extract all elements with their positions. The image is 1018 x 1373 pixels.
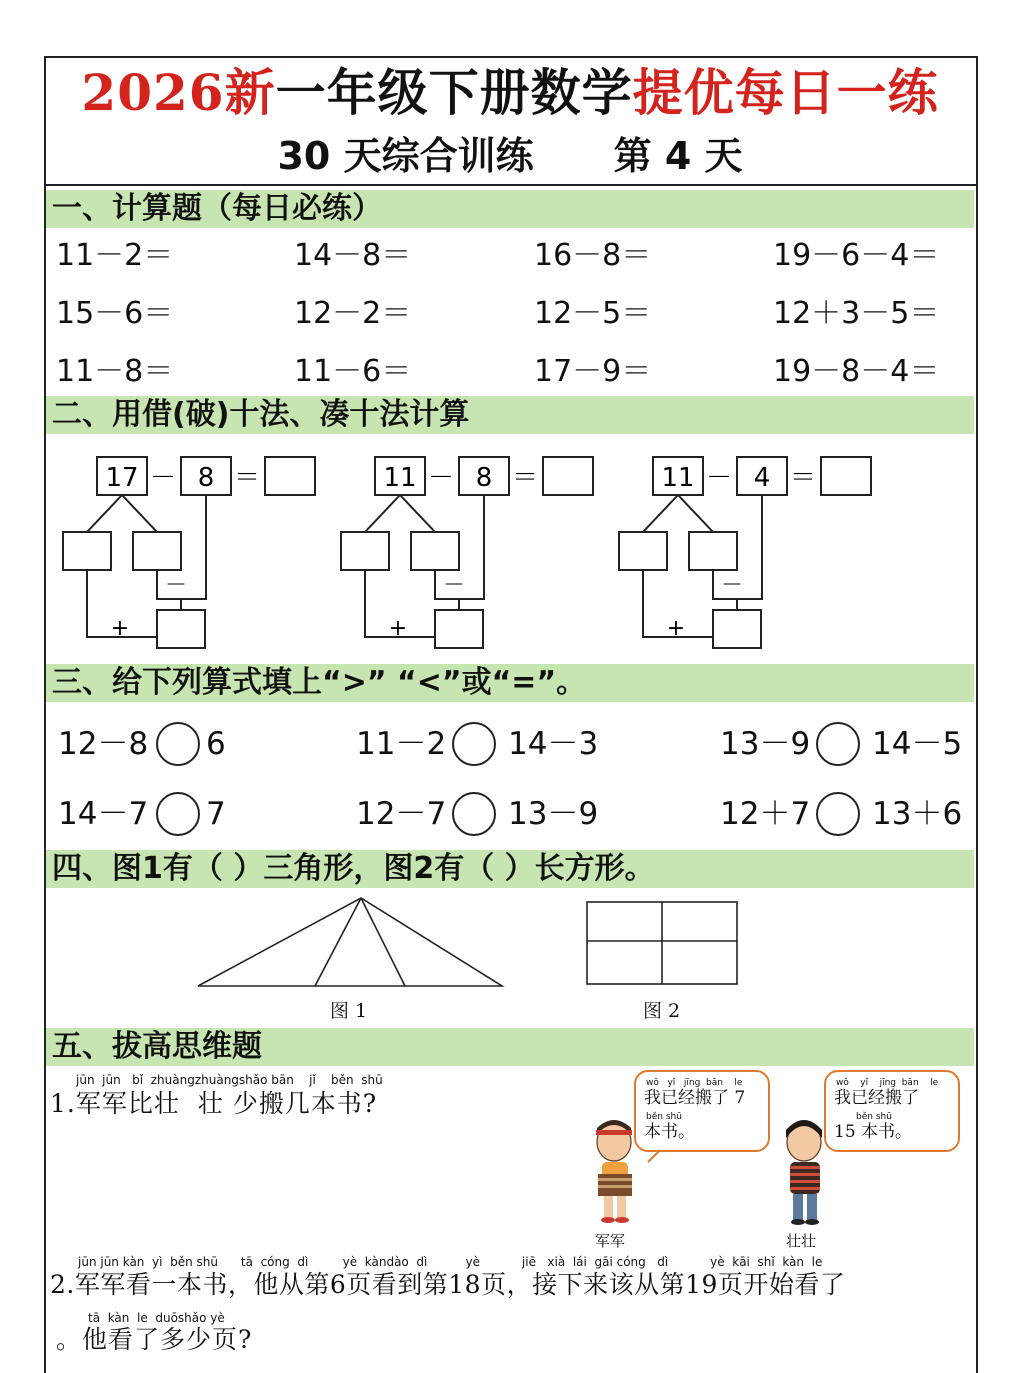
compare-circle[interactable]	[816, 722, 860, 766]
plus-sign: +	[666, 616, 686, 641]
calc-item: 12－5＝	[534, 296, 652, 331]
figure-2-rectangles	[587, 902, 737, 984]
compare-left: 14－7	[58, 796, 149, 832]
bubble-text: 15 本书。	[834, 1122, 913, 1142]
calc-item: 15－6＝	[56, 296, 174, 331]
diagram-op: －	[427, 463, 455, 493]
calc-item: 12＋3－5＝	[773, 296, 940, 331]
q1-pinyin: jūn jūn bǐ zhuàngzhuàngshǎo bān jǐ běn shū	[76, 1073, 383, 1087]
minus-sign: －	[442, 573, 466, 598]
split-box	[63, 532, 111, 570]
decompose-problem-2	[341, 457, 593, 648]
name-junjun: 军军	[595, 1232, 626, 1250]
calc-item: 17－9＝	[534, 354, 652, 389]
diagram-minuend: 17	[105, 463, 139, 493]
diagram-eq: ＝	[511, 463, 539, 493]
section4-heading: 四、图1有（ ）三角形，图2有（ ）长方形。	[52, 851, 655, 886]
compare-right: 13＋6	[872, 796, 963, 832]
compare-circle[interactable]	[452, 792, 496, 836]
result-box	[157, 610, 205, 648]
compare-left: 11－2	[356, 726, 447, 762]
minus-sign: －	[164, 573, 188, 598]
answer-box	[543, 457, 593, 495]
compare-right: 6	[206, 726, 226, 762]
result-box	[435, 610, 483, 648]
compare-left: 12＋7	[720, 796, 811, 832]
calc-item: 11－2＝	[56, 238, 174, 273]
diagram-minuend: 11	[383, 463, 417, 493]
zhuangzhuang-figure	[786, 1120, 822, 1225]
q2-pinyin: jūn jūn kàn yì běn shū tā cóng dì yè kàndào dì yè jiē xià lái gāi cóng dì yè kāi shǐ kàn le	[78, 1255, 823, 1269]
compare-circle[interactable]	[156, 722, 200, 766]
compare-circle[interactable]	[156, 792, 200, 836]
answer-box	[821, 457, 871, 495]
diagram-eq: ＝	[789, 463, 817, 493]
calc-item: 11－6＝	[294, 354, 412, 389]
decompose-problem-3	[619, 457, 871, 648]
bubble-pinyin: běn shū	[646, 1112, 682, 1122]
diagram-op: －	[705, 463, 733, 493]
split-box	[411, 532, 459, 570]
compare-circle[interactable]	[816, 792, 860, 836]
compare-right: 7	[206, 796, 226, 832]
diagram-subtrahend: 8	[197, 463, 215, 493]
section5-heading: 五、拔高思维题	[52, 1029, 262, 1064]
q2-text: 2.军军看一本书，他从第6页看到第18页，接下来该从第19页开始看了	[50, 1270, 846, 1299]
subtitle-day: 第 4 天	[613, 134, 743, 178]
compare-right: 14－5	[872, 726, 963, 762]
name-zhuangzhuang: 壮壮	[786, 1232, 817, 1250]
minus-sign: －	[720, 573, 744, 598]
section2-heading: 二、用借(破)十法、凑十法计算	[52, 397, 470, 432]
diagram-subtrahend: 4	[753, 463, 771, 493]
answer-box	[265, 457, 315, 495]
compare-right: 14－3	[508, 726, 599, 762]
split-box	[341, 532, 389, 570]
geometry-figures	[0, 890, 1018, 1025]
bubble-text: 我已经搬了	[834, 1088, 919, 1108]
calc-item: 11－8＝	[56, 354, 174, 389]
bubble-text: 本书。	[644, 1122, 695, 1142]
junjun-figure	[596, 1120, 660, 1223]
bubble-text: 我已经搬了 7	[644, 1088, 746, 1108]
plus-sign: +	[388, 616, 408, 641]
q2-text-2: 。他看了多少页?	[56, 1325, 253, 1354]
decompose-problem-1	[63, 457, 315, 648]
diagram-minuend: 11	[661, 463, 695, 493]
diagram-op: －	[149, 463, 177, 493]
calc-item: 14－8＝	[294, 238, 412, 273]
calc-item: 19－6－4＝	[773, 238, 940, 273]
compare-circle[interactable]	[452, 722, 496, 766]
split-box	[133, 532, 181, 570]
bubble-pinyin: běn shū	[856, 1112, 892, 1122]
bubble-pinyin: wǒ yǐ jīng bān le	[646, 1078, 743, 1088]
split-box	[619, 532, 667, 570]
diagram-eq: ＝	[233, 463, 261, 493]
speech-bubble-zhuangzhuang	[824, 1070, 960, 1152]
subtitle-left: 30 天综合训练	[277, 134, 534, 178]
calc-item: 16－8＝	[534, 238, 652, 273]
plus-sign: +	[110, 616, 130, 641]
compare-left: 13－9	[720, 726, 811, 762]
compare-right: 13－9	[508, 796, 599, 832]
section1-heading: 一、计算题（每日必练）	[52, 191, 382, 226]
compare-left: 12－8	[58, 726, 149, 762]
split-box	[689, 532, 737, 570]
title-divider	[44, 184, 976, 186]
calc-item: 19－8－4＝	[773, 354, 940, 389]
compare-left: 12－7	[356, 796, 447, 832]
page-title: 2026新一年级下册数学提优每日一练	[81, 63, 939, 122]
decompose-diagrams	[0, 440, 1018, 660]
figure-1-label: 图 1	[330, 1000, 368, 1022]
page-subtitle	[46, 130, 974, 182]
kids-illustration	[580, 1110, 840, 1240]
calc-item: 12－2＝	[294, 296, 412, 331]
section3-heading: 三、给下列算式填上“>” “<”或“=”。	[52, 665, 587, 700]
figure-1-triangles	[198, 898, 502, 986]
bubble-pinyin: wǒ yǐ jīng bān le	[836, 1078, 939, 1088]
q1-text: 1.军军比壮 壮 少搬几本书?	[50, 1089, 378, 1118]
q2-pinyin-2: tā kàn le duōshǎo yè	[88, 1311, 225, 1325]
figure-2-label: 图 2	[643, 1000, 681, 1022]
diagram-subtrahend: 8	[475, 463, 493, 493]
result-box	[713, 610, 761, 648]
